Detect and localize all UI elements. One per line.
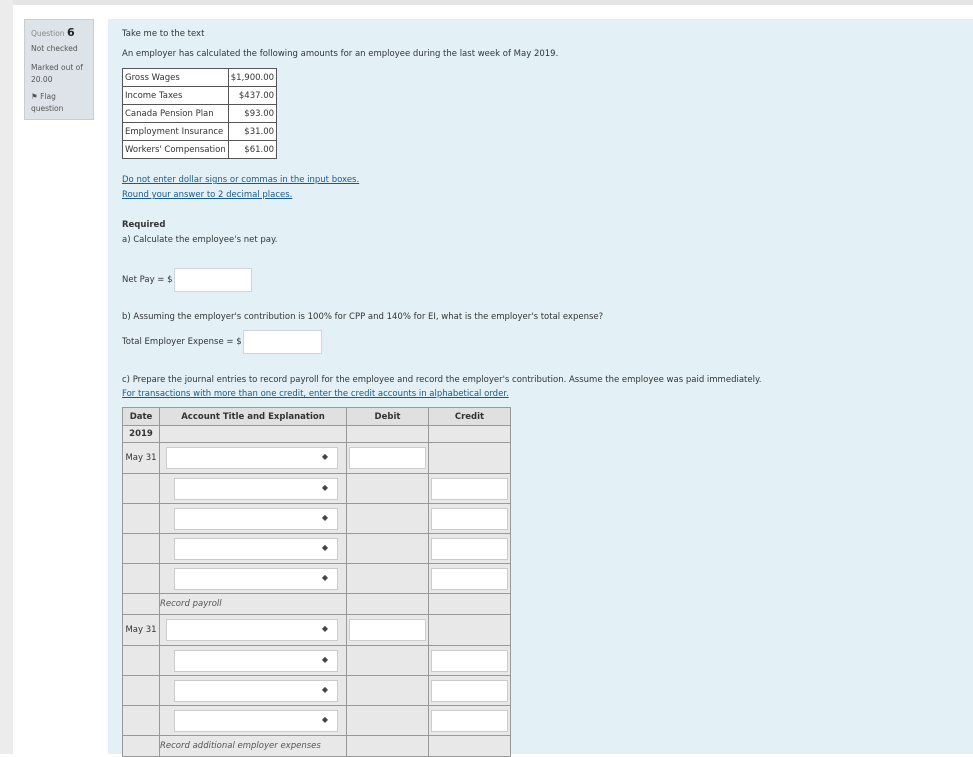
question-content	[108, 19, 973, 754]
empty-cell	[347, 426, 429, 443]
credit-cell	[429, 564, 511, 594]
amount-label: Workers' Compensation	[123, 141, 229, 159]
header-credit: Credit	[429, 408, 511, 426]
header-date: Date	[123, 408, 160, 426]
amount-label: Income Taxes	[123, 87, 229, 105]
credit-input[interactable]	[431, 680, 508, 702]
part-c-text: c) Prepare the journal entries to record payroll for the employee and record the employer's contribution. Assume the employee was paid immediately.	[122, 375, 762, 385]
amount-label: Canada Pension Plan	[123, 105, 229, 123]
empty-cell	[123, 706, 160, 736]
table-row	[123, 504, 511, 534]
table-row	[123, 646, 511, 676]
table-row	[123, 105, 277, 123]
empty-cell	[123, 534, 160, 564]
credit-cell	[429, 615, 511, 646]
table-row	[123, 564, 511, 594]
empty-cell	[123, 676, 160, 706]
empty-cell	[123, 736, 160, 757]
account-cell	[160, 564, 347, 594]
debit-cell	[347, 534, 429, 564]
account-cell	[160, 443, 347, 474]
net-pay-input[interactable]	[174, 268, 252, 292]
account-cell	[160, 504, 347, 534]
debit-cell	[347, 443, 429, 474]
grade-label: Marked out of	[31, 63, 83, 72]
empty-cell	[123, 564, 160, 594]
flag-icon: ⚑	[31, 92, 38, 101]
updown-arrow-icon: ◆	[321, 572, 328, 582]
amount-value: $437.00	[228, 87, 276, 105]
debit-cell	[347, 504, 429, 534]
credit-input[interactable]	[431, 650, 508, 672]
part-b-text: b) Assuming the employer's contribution is 100% for CPP and 140% for EI, what is the employer's total expense?	[122, 312, 604, 322]
part-c-note: For transactions with more than one credit, enter the credit accounts in alphabetical order.	[122, 389, 509, 399]
account-cell	[160, 474, 347, 504]
debit-input[interactable]	[349, 447, 426, 469]
updown-arrow-icon: ◆	[321, 624, 328, 633]
updown-arrow-icon: ◆	[321, 542, 328, 552]
table-row	[123, 615, 511, 646]
entry-note: Record additional employer expenses	[160, 736, 347, 757]
account-cell	[160, 615, 347, 646]
account-select[interactable]	[174, 710, 338, 732]
table-row	[123, 594, 511, 615]
updown-arrow-icon: ◆	[321, 684, 328, 694]
journal-table	[122, 407, 511, 757]
amount-label: Employment Insurance	[123, 123, 229, 141]
account-cell	[160, 676, 347, 706]
account-select[interactable]	[166, 619, 338, 641]
question-number-value: 6	[66, 26, 75, 39]
required-heading: Required	[122, 220, 166, 230]
empty-cell	[429, 426, 511, 443]
account-select[interactable]	[174, 538, 338, 560]
amount-value: $31.00	[228, 123, 276, 141]
instruction-round: Round your answer to 2 decimal places.	[122, 190, 293, 200]
credit-cell	[429, 706, 511, 736]
amount-value: $1,900.00	[228, 69, 276, 87]
table-row	[123, 69, 277, 87]
take-me-to-text-link[interactable]: Take me to the text	[122, 29, 205, 39]
account-select[interactable]	[174, 478, 338, 500]
table-row	[123, 426, 511, 443]
question-label: Question	[31, 29, 65, 38]
table-row	[123, 474, 511, 504]
account-select[interactable]	[174, 650, 338, 672]
updown-arrow-icon: ◆	[321, 512, 328, 522]
amount-value: $93.00	[228, 105, 276, 123]
journal-header-row	[123, 408, 511, 426]
question-number	[31, 26, 75, 39]
credit-cell	[429, 474, 511, 504]
flag-label: Flag	[40, 92, 56, 101]
account-cell	[160, 706, 347, 736]
account-select[interactable]	[166, 447, 338, 469]
flag-label-2: question	[31, 104, 64, 113]
account-select[interactable]	[174, 508, 338, 530]
total-expense-label: Total Employer Expense = $	[122, 337, 242, 347]
debit-cell	[347, 564, 429, 594]
table-row	[123, 443, 511, 474]
empty-cell	[429, 736, 511, 757]
debit-cell	[347, 474, 429, 504]
credit-input[interactable]	[431, 508, 508, 530]
header-account: Account Title and Explanation	[160, 408, 347, 426]
date-cell: May 31	[123, 615, 160, 646]
credit-cell	[429, 534, 511, 564]
net-pay-label: Net Pay = $	[122, 275, 173, 285]
table-row	[123, 87, 277, 105]
question-grade	[31, 62, 83, 86]
credit-input[interactable]	[431, 478, 508, 500]
part-a-text: a) Calculate the employee's net pay.	[122, 235, 278, 245]
year-cell: 2019	[123, 426, 160, 443]
instruction-no-dollar-signs: Do not enter dollar signs or commas in the input boxes.	[122, 175, 360, 185]
table-row	[123, 706, 511, 736]
debit-cell	[347, 646, 429, 676]
header-debit: Debit	[347, 408, 429, 426]
credit-input[interactable]	[431, 710, 508, 732]
credit-cell	[429, 443, 511, 474]
updown-arrow-icon: ◆	[321, 482, 328, 492]
table-row	[123, 736, 511, 757]
credit-input[interactable]	[431, 568, 508, 590]
table-row	[123, 141, 277, 159]
table-row	[123, 676, 511, 706]
debit-cell	[347, 676, 429, 706]
amount-value: $61.00	[228, 141, 276, 159]
table-row	[123, 123, 277, 141]
question-state: Not checked	[31, 44, 78, 53]
flag-question-button[interactable]	[31, 91, 63, 115]
account-cell	[160, 534, 347, 564]
grade-value: 20.00	[31, 75, 53, 84]
amount-label: Gross Wages	[123, 69, 229, 87]
empty-cell	[347, 594, 429, 615]
credit-input[interactable]	[431, 538, 508, 560]
empty-cell	[429, 594, 511, 615]
empty-cell	[347, 736, 429, 757]
empty-cell	[123, 646, 160, 676]
credit-cell	[429, 646, 511, 676]
total-expense-input[interactable]	[243, 330, 322, 354]
debit-cell	[347, 706, 429, 736]
empty-cell	[123, 504, 160, 534]
entry-note: Record payroll	[160, 594, 347, 615]
empty-cell	[160, 426, 347, 443]
left-drawer-strip	[0, 0, 13, 754]
question-intro: An employer has calculated the following amounts for an employee during the last week of May 2019.	[122, 49, 559, 59]
updown-arrow-icon: ◆	[321, 714, 328, 724]
credit-cell	[429, 504, 511, 534]
debit-cell	[347, 615, 429, 646]
table-row	[123, 534, 511, 564]
credit-cell	[429, 676, 511, 706]
account-select[interactable]	[174, 568, 338, 590]
empty-cell	[123, 594, 160, 615]
top-border	[0, 0, 973, 5]
account-cell	[160, 646, 347, 676]
date-cell: May 31	[123, 443, 160, 474]
debit-input[interactable]	[349, 619, 426, 641]
updown-arrow-icon: ◆	[321, 452, 328, 461]
account-select[interactable]	[174, 680, 338, 702]
amounts-table	[122, 68, 277, 159]
question-info-panel	[24, 19, 94, 120]
empty-cell	[123, 474, 160, 504]
updown-arrow-icon: ◆	[321, 654, 328, 664]
